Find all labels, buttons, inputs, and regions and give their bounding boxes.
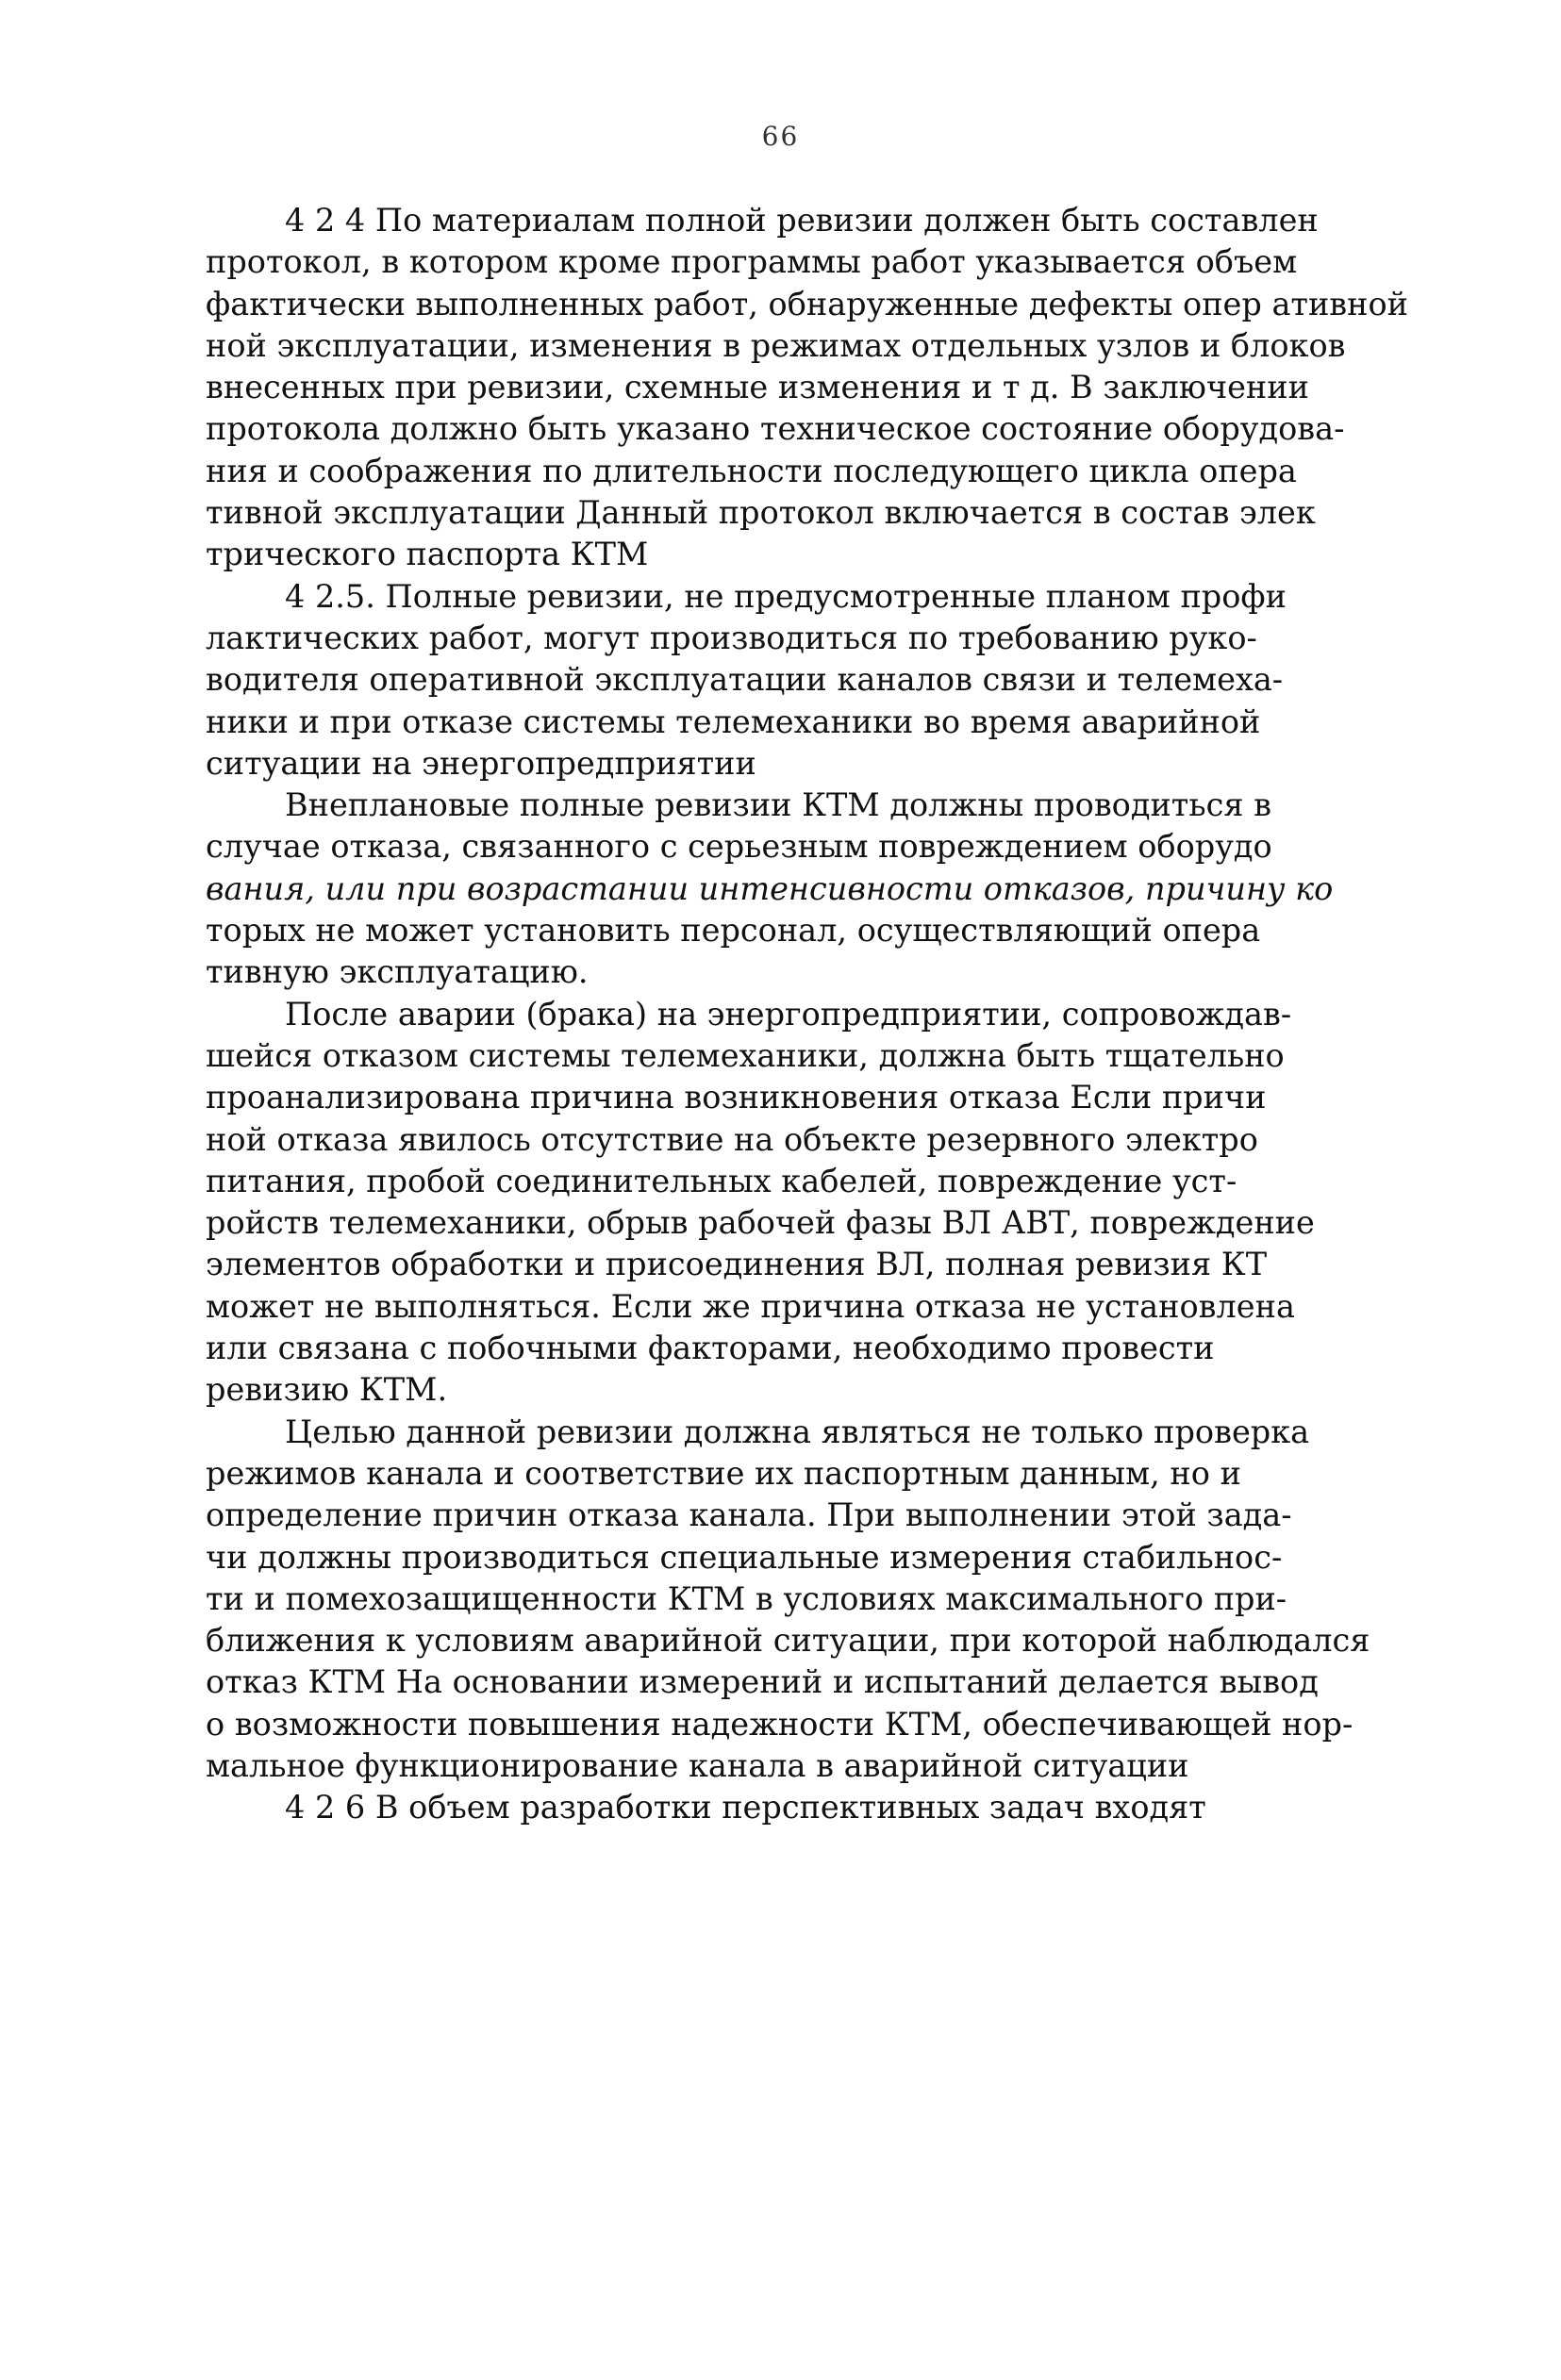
text-line: случае отказа, связанного с серьезным повреждением оборудо [206, 828, 1272, 866]
text-line: ройств телемеханики, обрыв рабочей фазы ВЛ АВТ, повреждение [206, 1204, 1315, 1242]
text-line: водителя оперативной эксплуатации каналов связи и телемеха- [206, 661, 1284, 699]
text-line: лактических работ, могут производиться по требованию руко- [206, 619, 1257, 656]
text-line: протокол, в котором кроме программы работ указывается объем [206, 243, 1298, 281]
text-line: После аварии (брака) на энергопредприятии, сопровождав- [285, 995, 1292, 1033]
text-line: определение причин отказа канала. При выполнении этой зада- [206, 1496, 1292, 1534]
text-line: фактически выполненных работ, обнаруженные дефекты опер ативной [206, 285, 1408, 322]
text-line: 4 2.5. Полные ревизии, не предусмотренные планом профи [285, 577, 1287, 615]
text-line: элементов обработки и присоединения ВЛ, полная ревизия КТ [206, 1246, 1268, 1283]
text-line: ной отказа явилось отсутствие на объекте резервного электро [206, 1120, 1258, 1158]
text-line: ники и при отказе системы телемеханики во время аварийной [206, 702, 1261, 740]
text-line: питания, пробой соединительных кабелей, повреждение уст- [206, 1162, 1237, 1199]
text-line: о возможности повышения надежности КТМ, обеспечивающей нор- [206, 1705, 1353, 1743]
text-line: трического паспорта КТМ [206, 536, 649, 573]
text-line: тивной эксплуатации Данный протокол включается в состав элек [206, 494, 1316, 532]
text-line: или связана с побочными факторами, необходимо провести [206, 1330, 1215, 1367]
text-line: Внеплановые полные ревизии КТМ должны проводиться в [285, 786, 1271, 824]
text-line: протокола должно быть указано техническое состояние оборудова- [206, 410, 1345, 448]
page-number: 66 [761, 121, 800, 152]
text-line: ситуации на энергопредприятии [206, 744, 756, 782]
text-line: режимов канала и соответствие их паспортным данным, но и [206, 1454, 1241, 1492]
text-line: внесенных при ревизии, схемные изменения и т д. В заключении [206, 369, 1309, 406]
body-text [206, 200, 1413, 1829]
text-line: ти и помехозащищенности КТМ в условиях максимального при- [206, 1579, 1287, 1617]
text-line: 4 2 6 В объем разработки перспективных задач входят [285, 1789, 1206, 1826]
text-line: тивную эксплуатацию. [206, 953, 589, 991]
text-line: ния и соображения по длительности последующего цикла опера [206, 452, 1297, 489]
text-line: проанализирована причина возникновения отказа Если причи [206, 1079, 1267, 1116]
text-line: Целью данной ревизии должна являться не только проверка [285, 1413, 1310, 1450]
text-line: ближения к условиям аварийной ситуации, при которой наблюдался [206, 1622, 1370, 1660]
text-line: мальное функционирование канала в аварийной ситуации [206, 1746, 1189, 1784]
text-line: 4 2 4 По материалам полной ревизии должен быть составлен [285, 202, 1319, 239]
text-line: ной эксплуатации, изменения в режимах отдельных узлов и блоков [206, 326, 1346, 364]
text-line: шейся отказом системы телемеханики, должна быть тщательно [206, 1036, 1285, 1074]
text-line: торых не может установить персонал, осуществляющий опера [206, 912, 1261, 950]
text-line: может не выполняться. Если же причина отказа не установлена [206, 1287, 1295, 1325]
text-line: чи должны производиться специальные измерения стабильнос- [206, 1538, 1283, 1576]
text-line: ревизию КТМ. [206, 1371, 448, 1409]
text-line: вания, или при возрастании интенсивности отказов, причину ко [206, 869, 1334, 907]
text-line: отказ КТМ На основании измерений и испытаний делается вывод [206, 1663, 1319, 1701]
